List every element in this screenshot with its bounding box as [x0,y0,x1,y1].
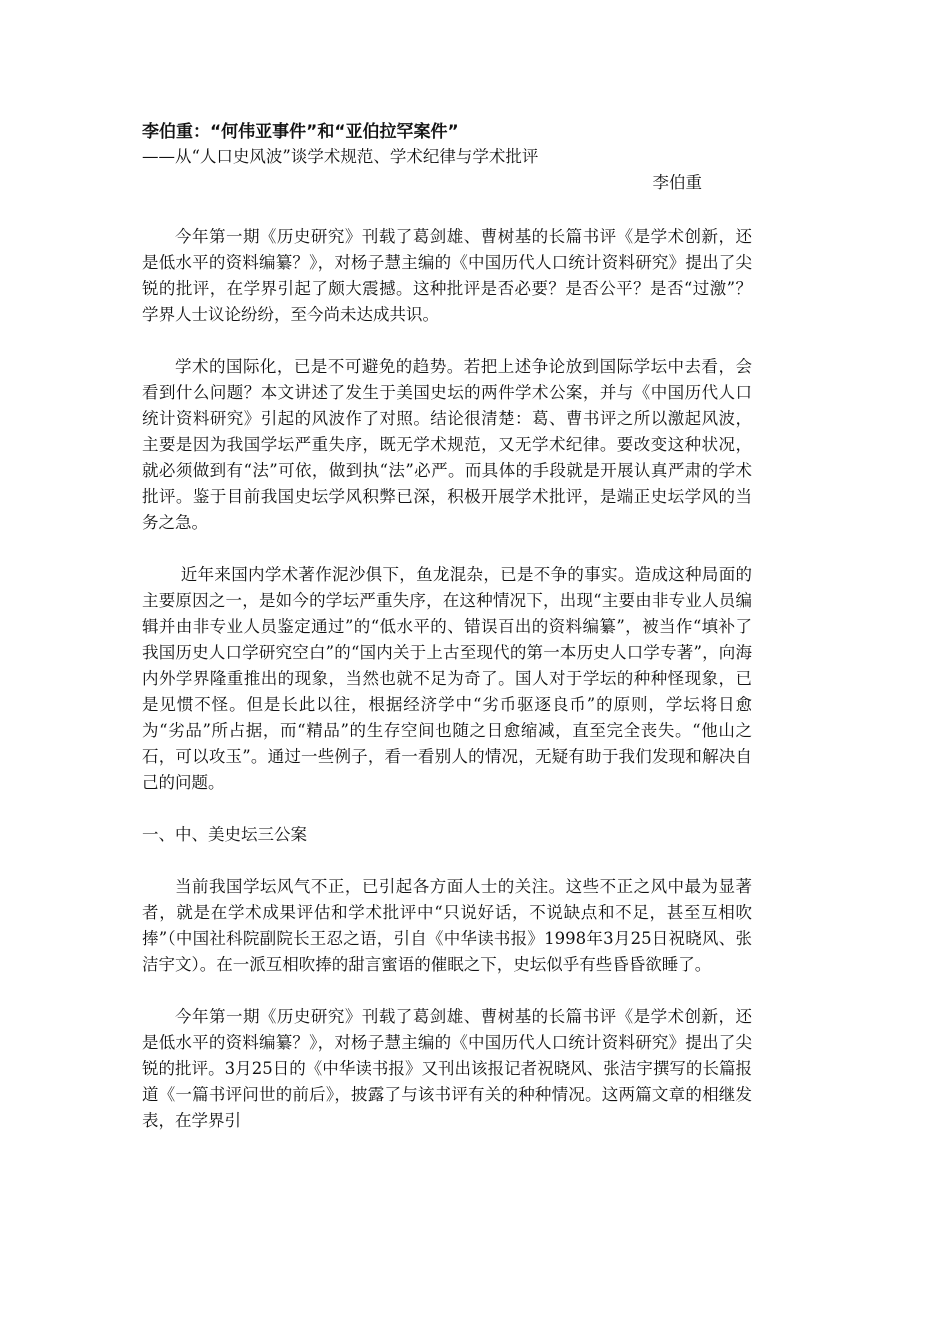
paragraph-section-1: 当前我国学坛风气不正，已引起各方面人士的关注。这些不正之风中最为显著者，就是在学术成果评估和学术批评中“只说好话，不说缺点和不足，甚至互相吹捧”（中国社科院副院长王忍之语，引自《中华读书报》1998年3月25日祝晓风、张洁宇文）。在一派互相吹捧的甜言蜜语的催眠之下，史坛似乎有些昏昏欲睡了。 [142,877,752,974]
paragraph-intro-3: 近年来国内学术著作泥沙俱下，鱼龙混杂，已是不争的事实。造成这种局面的主要原因之一，是如今的学坛严重失序，在这种情况下，出现“主要由非专业人员编辑并由非专业人员鉴定通过”的“低水平的、错误百出的资料编纂”，被当作“填补了我国历史人口学研究空白”的“国内关于上古至现代的第一本历史人口学专著”，向海内外学界隆重推出的现象，当然也就不足为奇了。国人对于学坛的种种怪现象，已是见惯不怪。但是长此以往，根据经济学中“劣币驱逐良币”的原则，学坛将日愈为“劣品”所占据，而“精品”的生存空间也随之日愈缩减，直至完全丧失。“他山之石，可以攻玉”。通过一些例子，看一看别人的情况，无疑有助于我们发现和解决自己的问题。 [142,565,752,792]
paragraph-intro-1: 今年第一期《历史研究》刊载了葛剑雄、曹树基的长篇书评《是学术创新，还是低水平的资料编纂？》，对杨子慧主编的《中国历代人口统计资料研究》提出了尖锐的批评，在学界引起了颇大震撼。这种批评是否必要？是否公平？是否“过激”？学界人士议论纷纷，至今尚未达成共识。 [142,227,752,324]
paragraph-section-2: 今年第一期《历史研究》刊载了葛剑雄、曹树基的长篇书评《是学术创新，还是低水平的资料编纂？》，对杨子慧主编的《中国历代人口统计资料研究》提出了尖锐的批评。3月25日的《中华读书报》又刊出该报记者祝晓风、张洁宇撰写的长篇报道《一篇书评问世的前后》，披露了与该书评有关的种种情况。这两篇文章的相继发表，在学界引 [142,1007,752,1130]
article [142,120,752,1160]
article-title: 李伯重：“何伟亚事件”和“亚伯拉罕案件” [142,122,459,142]
article-subtitle: ——从“人口史风波”谈学术规范、学术纪律与学术批评 [142,147,539,166]
section-heading: 一、中、美史坛三公案 [142,825,307,844]
article-author: 李伯重 [652,173,702,192]
paragraph-intro-2: 学术的国际化，已是不可避免的趋势。若把上述争论放到国际学坛中去看，会看到什么问题？本文讲述了发生于美国史坛的两件学术公案，并与《中国历代人口统计资料研究》引起的风波作了对照。结论很清楚：葛、曹书评之所以激起风波，主要是因为我国学坛严重失序，既无学术规范，又无学术纪律。要改变这种状况，就必须做到有“法”可依，做到执“法”必严。而具体的手段就是开展认真严肃的学术批评。鉴于目前我国史坛学风积弊已深，积极开展学术批评，是端正史坛学风的当务之急。 [142,357,752,532]
